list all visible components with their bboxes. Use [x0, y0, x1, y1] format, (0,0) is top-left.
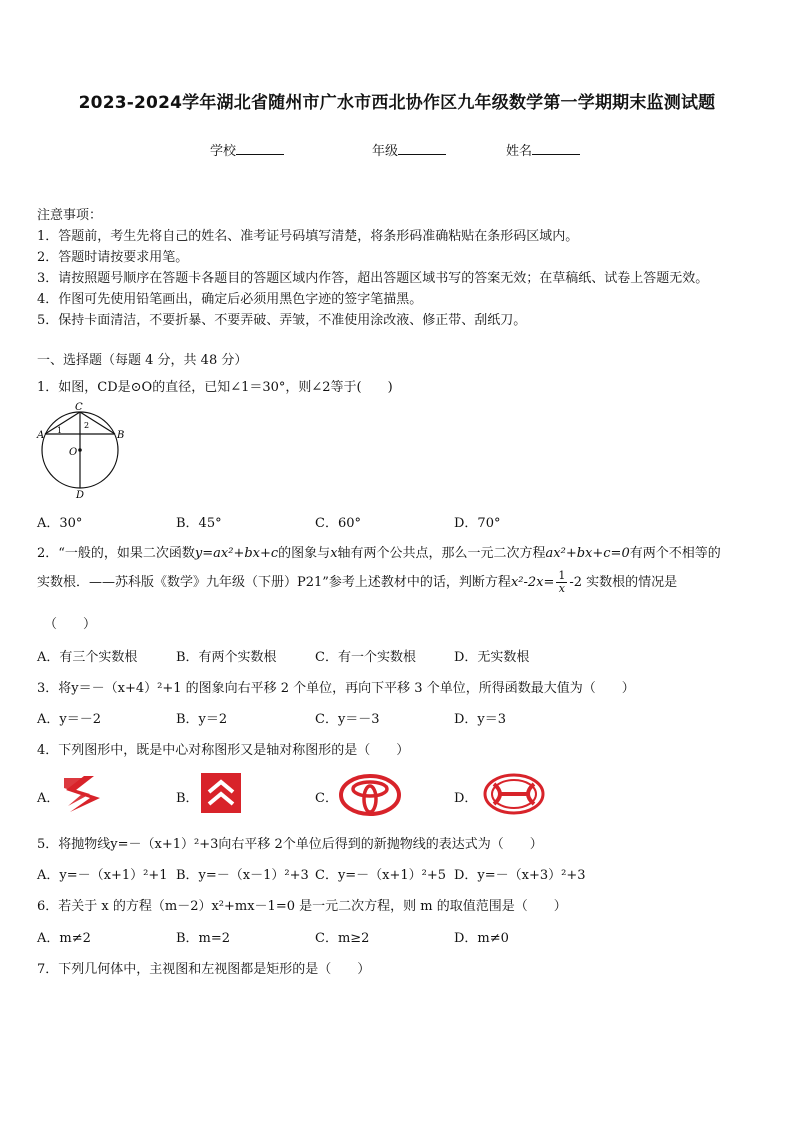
grade-blank: [398, 142, 446, 155]
school-blank: [236, 142, 284, 155]
question-1-stem: 1．如图，CD是⊙O的直径，已知∠1＝30°，则∠2等于( ): [37, 380, 393, 395]
q6-option-c: C．m≥2: [315, 931, 370, 946]
logo-bar: [498, 792, 530, 796]
q4-option-a: A．: [37, 791, 60, 806]
note-item: 3．请按照题号顺序在答题卡各题目的答题区域内作答，超出答题区域书写的答案无效；在草稿纸、试卷上答题无效。: [37, 271, 709, 286]
label-c: C: [75, 402, 83, 413]
segment-ac: [45, 412, 80, 434]
question-7-stem: 7．下列几何体中，主视图和左视图都是矩形的是（ ）: [37, 962, 371, 977]
q6-option-b: B．m=2: [176, 931, 231, 946]
toyota-logo-icon: [338, 774, 402, 816]
question-2-line-1: 2．“一般的，如果二次函数y=ax²+bx+c的图象与x轴有两个公共点，那么一元二次方程ax²+bx+c=0有两个不相等的: [37, 546, 721, 561]
q2-option-d: D．无实数根: [454, 650, 530, 665]
question-5-stem: 5．将抛物线y=－（x+1）²+3向右平移 2个单位后得到的新抛物线的表达式为（ ）: [37, 837, 543, 852]
label-o: O: [69, 447, 78, 458]
center-point: [78, 448, 82, 452]
q3-option-d: D．y＝3: [454, 712, 507, 727]
fraction: $\frac{1}{x}$: [558, 569, 566, 595]
name-blank: [532, 142, 580, 155]
q1-option-b: B．45°: [176, 516, 222, 531]
question-3-stem: 3．将y＝－（x+4）²+1 的图象向右平移 2 个单位，再向下平移 3 个单位，所得函数最大值为（ ）: [37, 681, 635, 696]
suzuki-logo-icon: [60, 772, 106, 816]
grade-field: 年级: [372, 140, 446, 159]
q6-option-a: A．m≠2: [37, 931, 91, 946]
school-field: 学校: [210, 140, 284, 159]
label-b: B: [117, 430, 125, 441]
label-d: D: [76, 490, 85, 500]
note-item: 4．作图可先使用铅笔画出，确定后必须用黑色字迹的签字笔描黑。: [37, 292, 423, 307]
section-heading: 一、选择题（每题 4 分，共 48 分）: [37, 353, 248, 368]
q2-option-c: C．有一个实数根: [315, 650, 416, 665]
logo-horizontal-ellipse: [353, 782, 387, 796]
q5-option-d: D．y=－（x+3）²+3: [454, 868, 586, 883]
q1-option-a: A．30°: [37, 516, 83, 531]
q5-option-a: A．y=－（x+1）²+1: [37, 868, 168, 883]
page-title: 2023-2024学年湖北省随州市广水市西北协作区九年级数学第一学期期末监测试题: [78, 93, 716, 113]
q1-option-c: C．60°: [315, 516, 361, 531]
q5-option-c: C．y=－（x+1）²+5: [315, 868, 447, 883]
question-2-paren: （ ）: [44, 617, 97, 632]
q1-option-d: D．70°: [454, 516, 501, 531]
name-field: 姓名: [506, 140, 580, 159]
hino-logo-icon: [482, 772, 546, 816]
q2-option-b: B．有两个实数根: [176, 650, 277, 665]
note-item: 5．保持卡面清洁，不要折暴、不要弄破、弄皱，不准使用涂改液、修正带、刮纸刀。: [37, 313, 527, 328]
q5-option-b: B．y=－（x－1）²+3: [176, 868, 309, 883]
question-4-stem: 4．下列图形中，既是中心对称图形又是轴对称图形的是（ ）: [37, 743, 410, 758]
logo-vertical-ellipse: [364, 786, 376, 812]
q2-option-a: A．有三个实数根: [37, 650, 138, 665]
q4-option-b: B．: [176, 791, 199, 806]
citroen-logo-icon: [200, 772, 242, 814]
q3-option-a: A．y＝－2: [37, 712, 102, 727]
q3-option-c: C．y＝－3: [315, 712, 380, 727]
q4-option-c: C．: [315, 791, 338, 806]
q3-option-b: B．y＝2: [176, 712, 228, 727]
q4-option-d: D．: [454, 791, 478, 806]
q6-option-d: D．m≠0: [454, 931, 509, 946]
note-item: 1．答题前，考生先将自己的姓名、准考证号码填写清楚，将条形码准确粘贴在条形码区域内。: [37, 229, 579, 244]
angle-2-label: 2: [84, 421, 90, 430]
notes-heading: 注意事项：: [37, 208, 103, 223]
question-6-stem: 6．若关于 x 的方程（m－2）x²+mx－1=0 是一元二次方程，则 m 的取值范围是（ ）: [37, 899, 567, 914]
question-2-line-2: 实数根．——苏科版《数学》九年级（下册）P21”参考上述教材中的话，判断方程x²-2x= $\frac{1}{x}$ -2 实数根的情况是: [37, 569, 678, 595]
note-item: 2．答题时请按要求用笔。: [37, 250, 189, 265]
label-a: A: [37, 430, 45, 441]
circle-diagram: [36, 398, 132, 500]
angle-1-label: 1: [57, 426, 63, 435]
